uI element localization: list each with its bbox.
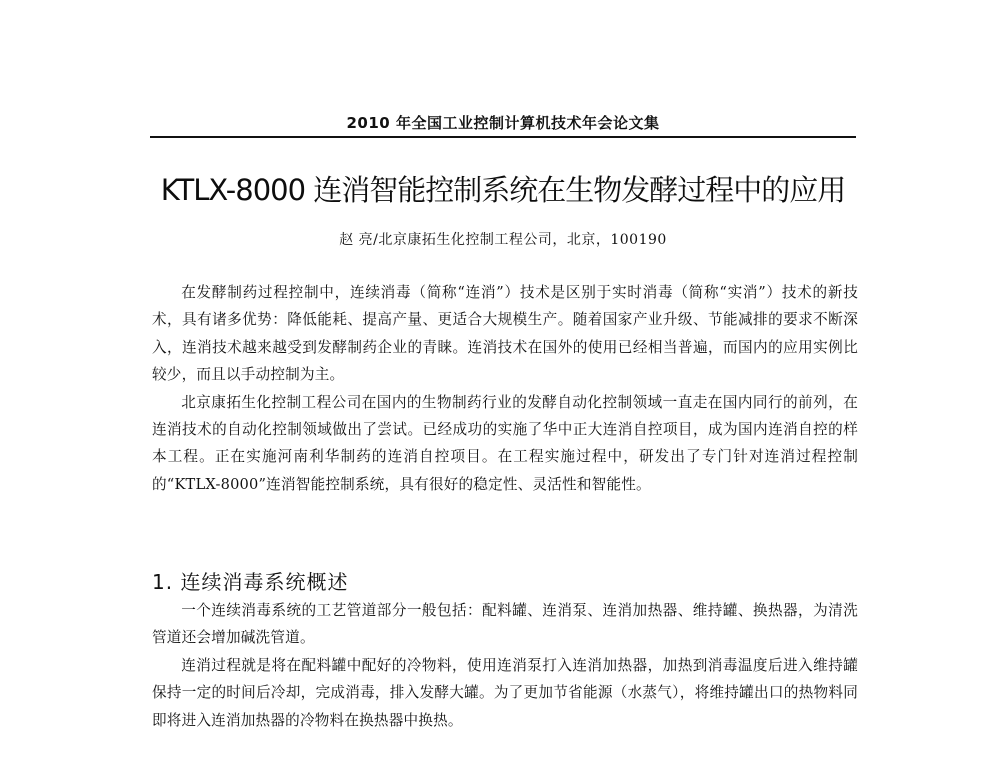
section-heading-1: 1. 连续消毒系统概述 [152,570,349,594]
intro-paragraph-2: 北京康拓生化控制工程公司在国内的生物制药行业的发酵自动化控制领域一直走在国内同行的前列，在连消技术的自动化控制领域做出了尝试。已经成功的实施了华中正大连消自控项目，成为国内连消自控的样本工程。正在实施河南利华制药的连消自控项目。在工程实施过程中，研发出了专门针对连消过程控制的“KTLX-8000”连消智能控制系统，具有很好的稳定性、灵活性和智能性。 [152,393,858,493]
author-affiliation: 赵 亮/北京康拓生化控制工程公司，北京，100190 [339,232,667,248]
intro-paragraph-1: 在发酵制药过程控制中，连续消毒（简称“连消”）技术是区别于实时消毒（简称“实消”）技术的新技术，具有诸多优势：降低能耗、提高产量、更适合大规模生产。随着国家产业升级、节能减排的要求不断深入，连消技术越来越受到发酵制药企业的青睐。连消技术在国外的使用已经相当普遍，而国内的应用实例比较少，而且以手动控制为主。 [152,284,858,384]
header-rule [150,136,856,138]
section-1-body [152,597,858,734]
running-header: 2010 年全国工业控制计算机技术年会论文集 [346,114,660,132]
intro-body [152,279,858,498]
section-1-paragraph-1: 一个连续消毒系统的工艺管道部分一般包括：配料罐、连消泵、连消加热器、维持罐、换热器，为清洗管道还会增加碱洗管道。 [152,602,858,647]
paper-title: KTLX-8000 连消智能控制系统在生物发酵过程中的应用 [160,173,846,207]
section-1-paragraph-2: 连消过程就是将在配料罐中配好的冷物料，使用连消泵打入连消加热器，加热到消毒温度后进入维持罐保持一定的时间后冷却，完成消毒，排入发酵大罐。为了更加节省能源（水蒸气），将维持罐出口的热物料同即将进入连消加热器的冷物料在换热器中换热。 [152,656,858,729]
